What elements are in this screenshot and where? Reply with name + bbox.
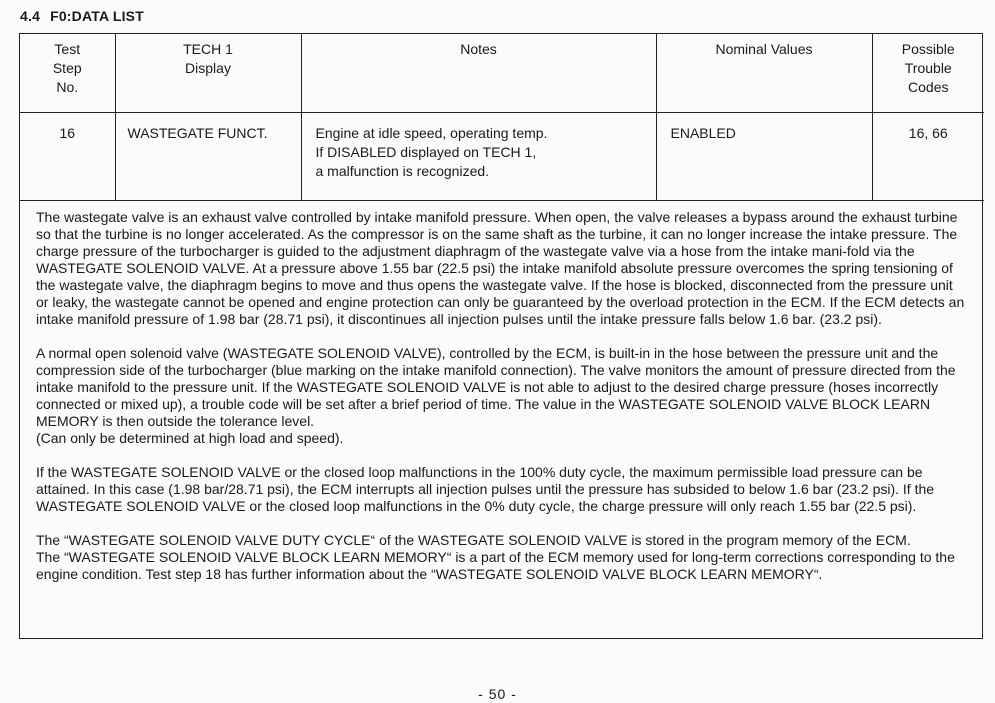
description-paragraph-2-note: (Can only be determined at high load and speed). xyxy=(36,430,344,446)
table-header-row xyxy=(20,34,984,113)
data-list-table xyxy=(20,34,984,201)
header-nominal-values: Nominal Values xyxy=(656,34,872,113)
description-paragraph-2: A normal open solenoid valve (WASTEGATE SOLENOID VALVE), controlled by the ECM, is built-in in the hose between the pressure unit and the compression side of the turbocharger (blue marking on the intake manifold connection). The valve monitors the amount of pressure directed from the intake manifold to the pressure unit. If the WASTEGATE SOLENOID VALVE is not able to adjust to the desired charge pressure (hoses incorrectly connected or mixed up), a trouble code will be set after a brief period of time. The value in the WASTEGATE SOLENOID VALVE BLOCK LEARN MEMORY is then outside the tolerance level. xyxy=(36,345,956,429)
description-paragraph-5: The “WASTEGATE SOLENOID VALVE BLOCK LEARN MEMORY“ is a part of the ECM memory used for long-term corrections corresponding to the engine condition. Test step 18 has further information about the “WASTEGATE SOLENOID VALVE BLOCK LEARN MEMORY“. xyxy=(36,549,955,582)
cell-trouble-codes: 16, 66 xyxy=(872,113,984,201)
section-heading xyxy=(20,8,144,24)
section-number: 4.4 xyxy=(20,8,41,24)
header-tech1-display: TECH 1 Display xyxy=(115,34,301,113)
header-test-step: Test Step No. xyxy=(20,34,115,113)
data-list-frame xyxy=(19,33,983,639)
page-number: - 50 - xyxy=(478,686,517,702)
description-paragraph-4: The “WASTEGATE SOLENOID VALVE DUTY CYCLE“ of the WASTEGATE SOLENOID VALVE is stored in the program memory of the ECM. xyxy=(36,532,911,548)
cell-nominal-value: ENABLED xyxy=(656,113,872,201)
cell-notes: Engine at idle speed, operating temp. If DISABLED displayed on TECH 1, a malfunction is recognized. xyxy=(301,113,656,201)
table-row xyxy=(20,113,984,201)
header-notes: Notes xyxy=(301,34,656,113)
header-trouble-codes: Possible Trouble Codes xyxy=(872,34,984,113)
description-paragraph-3: If the WASTEGATE SOLENOID VALVE or the closed loop malfunctions in the 100% duty cycle, the maximum permissible load pressure can be attained. In this case (1.98 bar/28.71 psi), the ECM interrupts all injection pulses until the pressure has subsided to below 1.6 bar (23.2 psi). If the WASTEGATE SOLENOID VALVE or the closed loop malfunctions in the 0% duty cycle, the charge pressure will only reach 1.55 bar (22.5 psi). xyxy=(36,464,935,514)
description-paragraph-1: The wastegate valve is an exhaust valve controlled by intake manifold pressure. When open, the valve releases a bypass around the exhaust turbine so that the turbine is no longer accelerated. As the compressor is on the same shaft as the turbine, it can no longer increase the intake pressure. The charge pressure of the turbocharger is guided to the adjustment diaphragm of the wastegate valve via a hose from the intake mani-fold via the WASTEGATE SOLENOID VALVE. At a pressure above 1.55 bar (22.5 psi) the intake manifold absolute pressure overcomes the spring tensioning of the wastegate valve, the diaphragm begins to move and thus opens the wastegate valve. If the hose is blocked, disconnected from the pressure unit or leaky, the wastegate cannot be opened and engine protection can only be guaranteed by the overload protection in the ECM. If the ECM detects an intake manifold pressure of 1.98 bar (28.71 psi), it discontinues all injection pulses until the intake pressure falls below 1.6 bar. (23.2 psi). xyxy=(36,209,965,327)
cell-tech1-display: WASTEGATE FUNCT. xyxy=(115,113,301,201)
cell-test-step: 16 xyxy=(20,113,115,201)
description-body xyxy=(20,201,982,583)
section-title: F0:DATA LIST xyxy=(50,8,144,24)
